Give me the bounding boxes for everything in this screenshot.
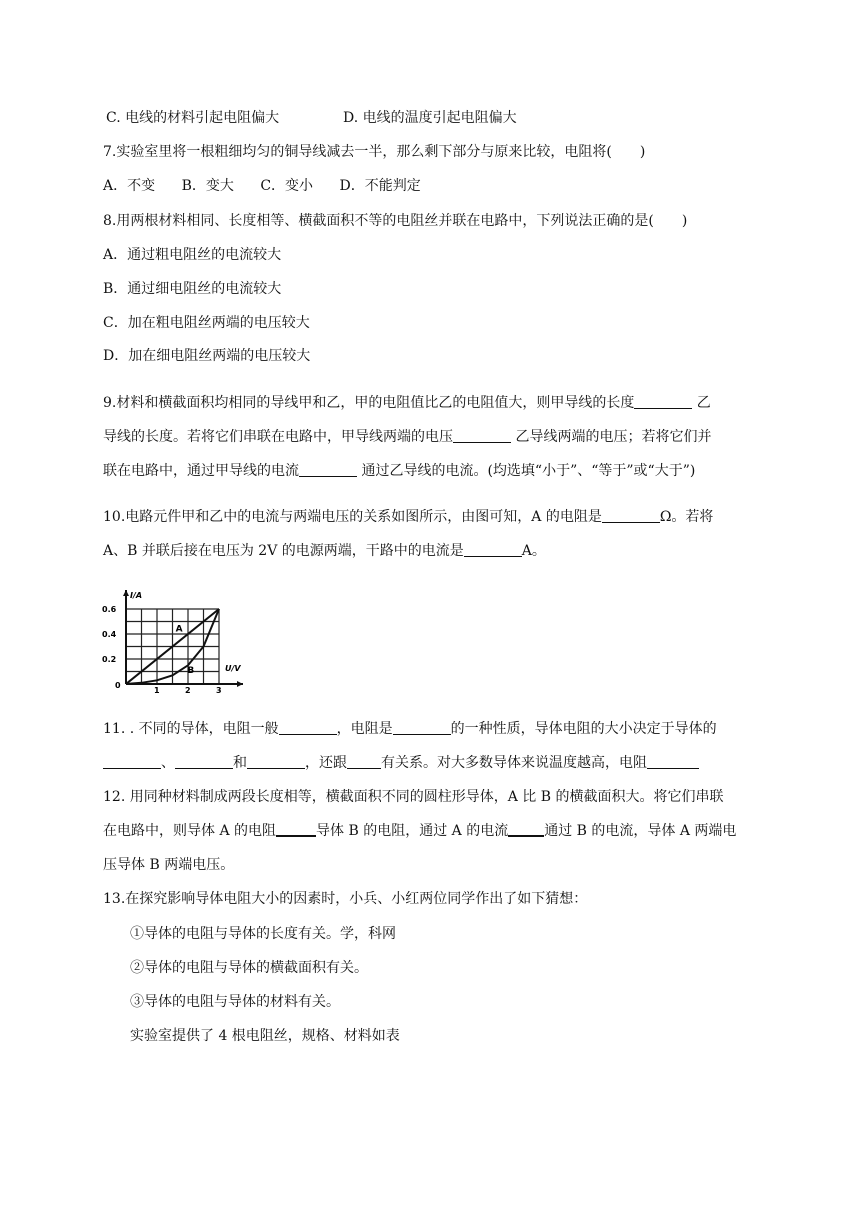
- y-tick-label: 0.6: [102, 605, 117, 614]
- series-b-label: B: [187, 665, 195, 676]
- answer-blank[interactable]: [175, 754, 233, 769]
- y-tick-label: 0.2: [102, 655, 117, 664]
- answer-blank[interactable]: [299, 462, 357, 477]
- q8-option-d: D．加在细电阻丝两端的电压较大: [103, 348, 311, 364]
- answer-blank[interactable]: [279, 720, 337, 735]
- origin-label: 0: [115, 681, 121, 690]
- q10-text: A、B 并联后接在电压为 2V 的电源两端，干路中的电流是: [103, 543, 464, 559]
- q9-line-3: [103, 461, 695, 481]
- q8-stem: 8.用两根材料相同、长度相等、横截面积不等的电阻丝并联在电路中，下列说法正确的是( ): [103, 213, 688, 229]
- series-a-label: A: [175, 624, 183, 635]
- q9-text: 乙导线两端的电压；若将它们并: [511, 429, 712, 445]
- q12-line-3: 压导体 B 两端电压。: [103, 857, 235, 873]
- answer-blank[interactable]: [634, 394, 692, 409]
- answer-blank[interactable]: [103, 754, 161, 769]
- q12-text: 通过 B 的电流，导体 A 两端电: [544, 823, 737, 839]
- x-axis-label: U/V: [225, 664, 241, 673]
- x-tick-label: 3: [216, 686, 222, 695]
- q11-text: 的一种性质，导体电阻的大小决定于导体的: [450, 721, 717, 737]
- q11-text: ，还跟: [305, 755, 347, 771]
- q9-text: 联在电路中，通过甲导线的电流: [103, 463, 299, 479]
- y-tick-label: 0.4: [102, 630, 117, 639]
- q9-line-1: [103, 393, 711, 413]
- q13-note: 实验室提供了 4 根电阻丝，规格、材料如表: [130, 1028, 400, 1044]
- y-axis-label: I/A: [130, 591, 143, 600]
- q7-option-c: C．变小: [260, 178, 314, 194]
- q8-option-c: C．加在粗电阻丝两端的电压较大: [103, 315, 310, 331]
- q13-guess-3: ③导体的电阻与导体的材料有关。: [130, 994, 340, 1010]
- answer-blank[interactable]: [347, 754, 381, 769]
- answer-blank[interactable]: [393, 720, 451, 735]
- q13-guess-1: ①导体的电阻与导体的长度有关。学，科网: [130, 926, 396, 942]
- answer-blank[interactable]: [247, 754, 305, 769]
- q6-option-d: D. 电线的温度引起电阻偏大: [343, 110, 517, 126]
- q11-text: 、: [161, 755, 175, 771]
- q12-line-2: [103, 821, 736, 841]
- q9-line-2: [103, 427, 711, 447]
- answer-blank[interactable]: [276, 821, 316, 837]
- q13-stem: 13.在探究影响导体电阻大小的因素时，小兵、小红两位同学作出了如下猜想：: [103, 891, 588, 907]
- q9-text: 乙: [692, 395, 711, 411]
- q7-stem: 7.实验室里将一根粗细均匀的铜导线减去一半，那么剩下部分与原来比较，电阻将( ): [103, 144, 646, 160]
- x-tick-label: 2: [185, 686, 191, 695]
- q9-text: 9.材料和横截面积均相同的导线甲和乙，甲的电阻值比乙的电阻值大，则甲导线的长度: [103, 395, 635, 411]
- q10-text: A。: [521, 543, 546, 559]
- answer-blank[interactable]: [647, 754, 699, 769]
- q10-line-2: [103, 541, 546, 561]
- answer-blank[interactable]: [464, 542, 522, 557]
- x-tick-label: 1: [154, 686, 160, 695]
- q7-option-d: D．不能判定: [339, 178, 421, 194]
- q7-option-b: B．变大: [181, 178, 234, 194]
- answer-blank[interactable]: [508, 821, 544, 837]
- answer-blank[interactable]: [602, 508, 660, 523]
- q11-line-2: [103, 753, 699, 773]
- q11-text: 11. . 不同的导体，电阻一般: [103, 721, 279, 737]
- q6-option-c: C. 电线的材料引起电阻偏大: [106, 110, 280, 126]
- q9-text: 导线的长度。若将它们串联在电路中，甲导线两端的电压: [103, 429, 453, 445]
- iv-chart: [100, 588, 241, 695]
- q10-line-1: [103, 507, 713, 527]
- q7-options: [103, 176, 443, 196]
- q8-option-a: A．通过粗电阻丝的电流较大: [103, 247, 282, 263]
- q10-text: 10.电路元件甲和乙中的电流与两端电压的关系如图所示，由图可知，A 的电阻是: [103, 509, 602, 525]
- q10-text: Ω。若将: [659, 509, 714, 525]
- q13-guess-2: ②导体的电阻与导体的横截面积有关。: [130, 960, 368, 976]
- q12-text: 在电路中，则导体 A 的电阻: [103, 823, 277, 839]
- q8-option-b: B．通过细电阻丝的电流较大: [103, 281, 282, 297]
- q11-text: 和: [233, 755, 247, 771]
- q9-text: 通过乙导线的电流。(均选填“小于”、“等于”或“大于”): [357, 463, 696, 479]
- q11-text: 有关系。对大多数导体来说温度越高，电阻: [381, 755, 647, 771]
- q11-line-1: [103, 719, 717, 739]
- q12-line-1: 12. 用同种材料制成两段长度相等，横截面积不同的圆柱形导体，A 比 B 的横截面积大。将它们串联: [103, 789, 724, 805]
- q11-text: ，电阻是: [336, 721, 393, 737]
- x-axis-arrow: [237, 681, 243, 687]
- y-axis-arrow: [123, 590, 129, 596]
- q12-text: 导体 B 的电阻，通过 A 的电流: [316, 823, 509, 839]
- q7-option-a: A．不变: [103, 178, 156, 194]
- answer-blank[interactable]: [453, 428, 511, 443]
